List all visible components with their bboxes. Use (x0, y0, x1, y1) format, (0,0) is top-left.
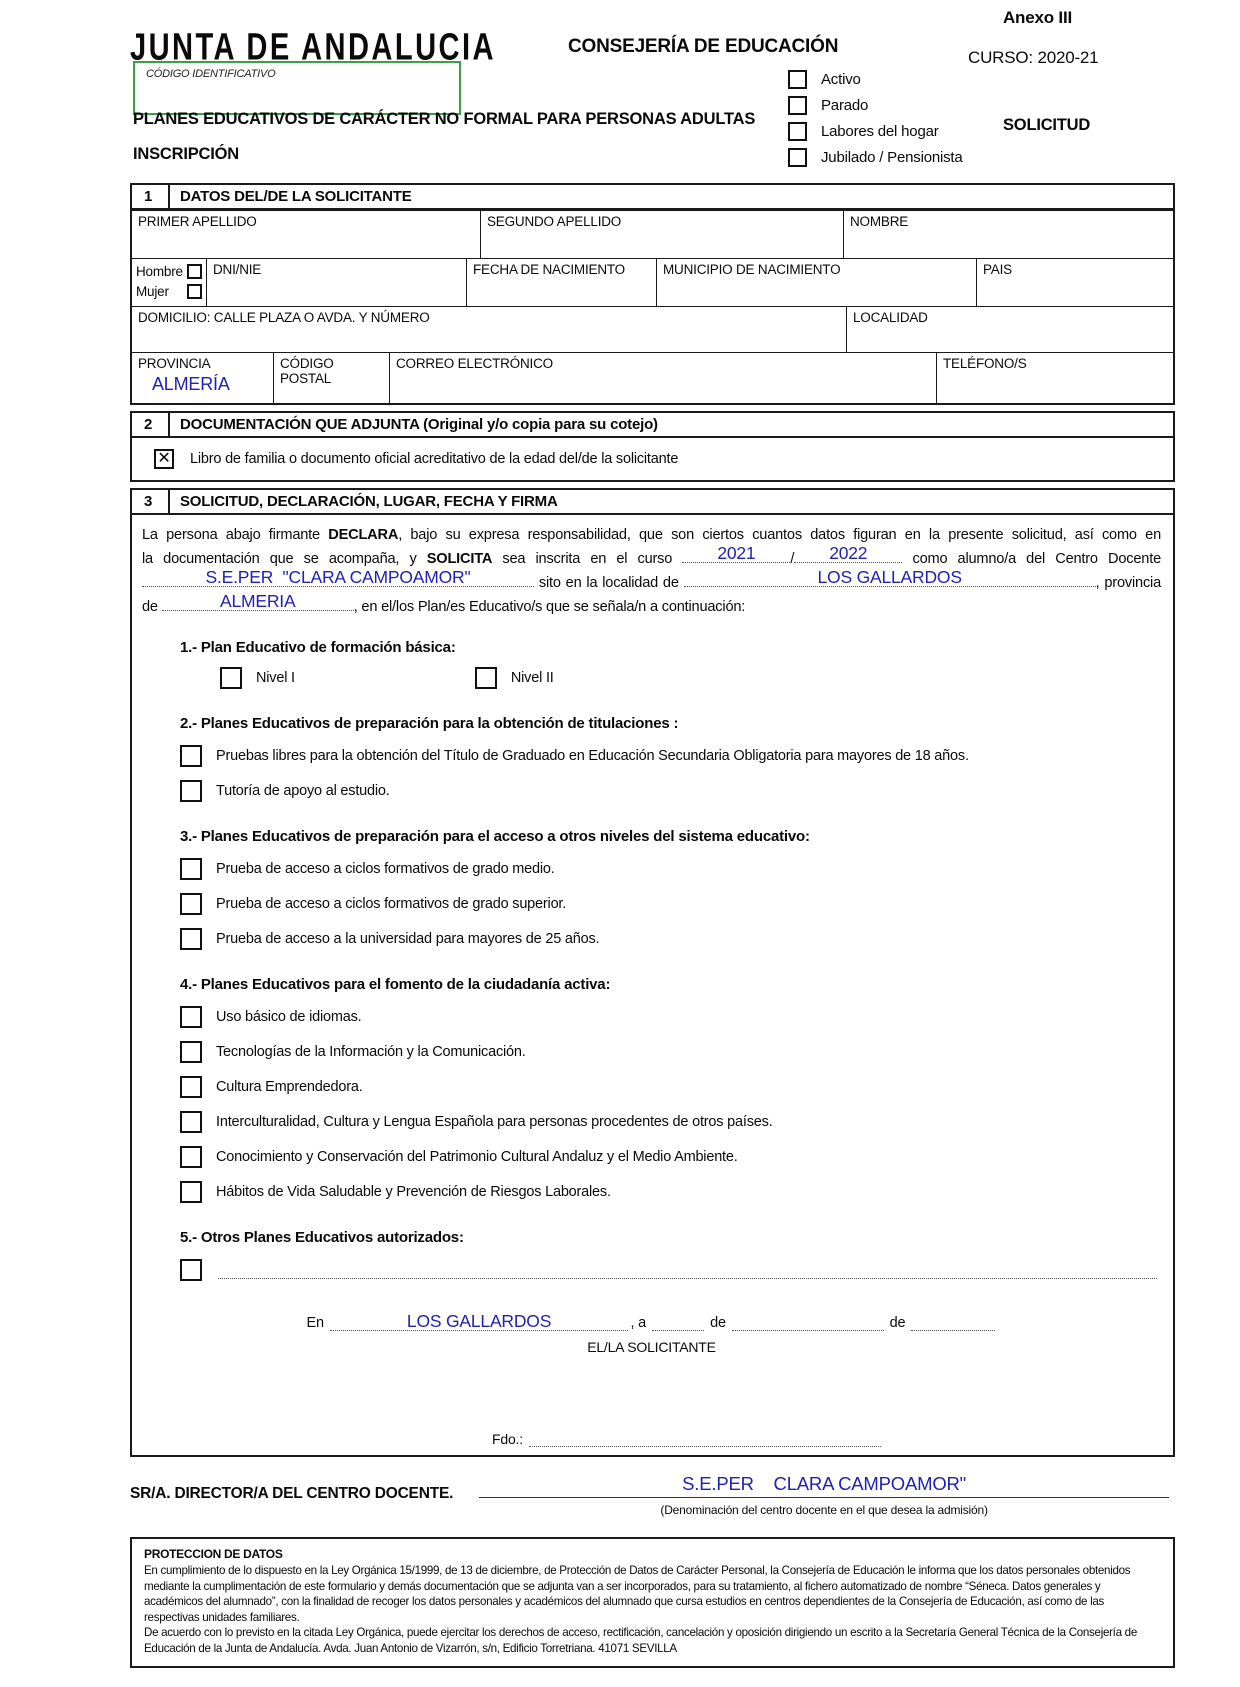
checkbox-labores-hogar[interactable] (788, 122, 807, 141)
fdo-label: Fdo.: (492, 1431, 523, 1447)
declaration-text: sea inscrita en el curso (492, 551, 673, 567)
option-otros-planes (180, 1259, 1161, 1281)
option-label: Hábitos de Vida Saludable y Prevención de Riesgos Laborales. (216, 1184, 611, 1200)
solicita-keyword: SOLICITA (426, 551, 493, 567)
consejeria-title: CONSEJERÍA DE EDUCACIÓN (568, 36, 839, 57)
sign-month-field[interactable] (732, 1315, 884, 1331)
junta-de-andalucia-logo: JUNTA DE ANDALUCIA (130, 26, 496, 69)
centro-docente-footer (473, 1473, 1175, 1517)
plan2-heading: 2.- Planes Educativos de preparación para la obtención de titulaciones : (180, 715, 679, 732)
checkbox-tic[interactable] (180, 1041, 202, 1063)
solicitud-label: SOLICITUD (1003, 116, 1091, 134)
sign-text: En (306, 1315, 328, 1331)
checkbox-nivel-1[interactable] (220, 667, 242, 689)
option-label: Tecnologías de la Información y la Comunicación. (216, 1044, 526, 1060)
status-label: Labores del hogar (821, 122, 939, 140)
plan4-heading: 4.- Planes Educativos para el fomento de la ciudadanía activa: (180, 976, 611, 993)
option-cultura-emprendedora (180, 1076, 1161, 1098)
checkbox-tutoria-apoyo[interactable] (180, 780, 202, 802)
status-label: Activo (821, 70, 861, 88)
centro-docente-footer-value: S.E.PER CLARA CAMPOAMOR" (682, 1473, 967, 1494)
section2-title: DOCUMENTACIÓN QUE ADJUNTA (Original y/o copia para su cotejo) (180, 416, 658, 433)
option-label: Nivel I (256, 670, 295, 686)
field-correo-electronico[interactable]: CORREO ELECTRÓNICO (390, 353, 937, 403)
field-pais[interactable]: PAIS (983, 262, 1012, 277)
option-acceso-universidad (180, 928, 1161, 950)
option-label: Prueba de acceso a la universidad para mayores de 25 años. (216, 931, 600, 947)
checkbox-nivel-2[interactable] (475, 667, 497, 689)
director-label: SR/A. DIRECTOR/A DEL CENTRO DOCENTE. (130, 1485, 454, 1502)
option-nivel-1 (220, 667, 295, 689)
section-documentacion (130, 411, 1175, 482)
checkbox-jubilado[interactable] (788, 148, 807, 167)
sign-day-field[interactable] (652, 1315, 705, 1331)
status-row-labores (788, 118, 963, 144)
status-row-parado (788, 92, 963, 118)
declaration-text: La persona abajo firmante (142, 527, 329, 543)
hombre-label: Hombre (136, 263, 183, 279)
documentacion-item-label: Libro de familia o documento oficial acreditativo de la edad del/de la solicitante (190, 451, 679, 467)
field-domicilio[interactable]: DOMICILIO: CALLE PLAZA O AVDA. Y NÚMERO (132, 307, 847, 352)
documentacion-item (132, 438, 1173, 480)
option-acceso-grado-medio (180, 858, 1161, 880)
declaration-text: , provincia (1095, 575, 1161, 591)
sign-year-field[interactable] (911, 1315, 994, 1331)
localidad-field[interactable] (684, 566, 1096, 587)
codigo-identificativo-label: CÓDIGO IDENTIFICATIVO (146, 68, 276, 80)
section3-number: 3 (132, 490, 170, 513)
option-label: Cultura Emprendedora. (216, 1079, 363, 1095)
curso-label: CURSO: 2020-21 (968, 48, 1099, 67)
option-label: Conocimiento y Conservación del Patrimonio Cultural Andaluz y el Medio Ambiente. (216, 1149, 738, 1165)
sign-text: de (885, 1315, 910, 1331)
centro-docente-field[interactable] (142, 566, 534, 587)
place-date-line (306, 1310, 997, 1331)
plan3-heading: 3.- Planes Educativos de preparación para el acceso a otros niveles del sistema educativo: (180, 828, 810, 845)
option-tic (180, 1041, 1161, 1063)
solicitante-role-label: EL/LA SOLICITANTE (587, 1339, 716, 1355)
section3-title: SOLICITUD, DECLARACIÓN, LUGAR, FECHA Y FIRMA (180, 493, 558, 510)
option-nivel-2 (475, 667, 554, 689)
checkbox-acceso-grado-medio[interactable] (180, 858, 202, 880)
checkbox-pruebas-libres[interactable] (180, 745, 202, 767)
declaration-text: como alumno/a del Centro Docente (912, 551, 1161, 567)
checkbox-acceso-grado-superior[interactable] (180, 893, 202, 915)
checkbox-patrimonio-cultural[interactable] (180, 1146, 202, 1168)
option-label: Nivel II (510, 670, 554, 686)
section-datos-solicitante (130, 183, 1175, 405)
privacy-box (130, 1537, 1175, 1668)
otros-planes-write-in-field[interactable] (218, 1262, 1157, 1279)
inscripcion-label: INSCRIPCIÓN (133, 145, 239, 163)
localidad-value: LOS GALLARDOS (817, 566, 962, 587)
form-title: PLANES EDUCATIVOS DE CARÁCTER NO FORMAL PARA PERSONAS ADULTAS (133, 110, 756, 128)
fdo-line (492, 1431, 881, 1447)
checkbox-otros-planes[interactable] (180, 1259, 202, 1281)
declaration-text: , bajo su expresa responsabilidad, que son ciertos cuantos datos figuran en la presente solicitud, así como en (398, 527, 1161, 543)
section-solicitud-declaracion (130, 488, 1175, 1457)
status-label: Parado (821, 96, 869, 114)
mujer-label: Mujer (136, 283, 169, 299)
declaration-text: de (142, 599, 158, 615)
field-nombre[interactable]: NOMBRE (850, 214, 909, 229)
field-provincia[interactable] (132, 353, 274, 403)
provincia-decl-value: ALMERIA (219, 590, 296, 611)
plan5-heading: 5.- Otros Planes Educativos autorizados: (180, 1229, 464, 1246)
option-label: Tutoría de apoyo al estudio. (216, 783, 390, 799)
centro-docente-underline[interactable] (479, 1495, 1169, 1498)
checkbox-habitos-vida-saludable[interactable] (180, 1181, 202, 1203)
footer-director-row (130, 1473, 1175, 1517)
centro-docente-caption: (Denominación del centro docente en el que desea la admisión) (660, 1503, 988, 1517)
checkbox-activo[interactable] (788, 70, 807, 89)
option-label: Prueba de acceso a ciclos formativos de grado superior. (216, 896, 567, 912)
provincia-value: ALMERÍA (152, 374, 230, 394)
codigo-identificativo-box[interactable] (133, 61, 461, 115)
plan1-options (220, 667, 1161, 689)
sign-text: de (706, 1315, 730, 1331)
option-label: Uso básico de idiomas. (216, 1009, 362, 1025)
checkbox-uso-idiomas[interactable] (180, 1006, 202, 1028)
curso-year1-field[interactable] (682, 542, 790, 563)
declara-keyword: DECLARA (328, 527, 399, 543)
option-label: Interculturalidad, Cultura y Lengua Española para personas procedentes de otros países. (216, 1114, 773, 1130)
sign-place-field[interactable] (330, 1310, 629, 1331)
curso-year2-field[interactable] (794, 542, 902, 563)
section1-title: DATOS DEL/DE LA SOLICITANTE (180, 188, 412, 205)
checkbox-hombre[interactable] (187, 264, 202, 279)
status-label: Jubilado / Pensionista (821, 148, 963, 166)
status-checkbox-group (788, 66, 963, 170)
field-fecha-nacimiento[interactable]: FECHA DE NACIMIENTO (467, 259, 657, 306)
status-row-jubilado (788, 144, 963, 170)
option-tutoria-apoyo (180, 780, 1161, 802)
annex-label: Anexo III (1002, 8, 1072, 27)
option-label: Pruebas libres para la obtención del Título de Graduado en Educación Secundaria Obligatoria para mayores de 18 años. (216, 748, 969, 764)
declaration-text: sito en la localidad de (538, 575, 679, 591)
privacy-paragraph-2: De acuerdo con lo previsto en la citada Ley Orgánica, puede ejercitar los derechos de acceso, rectificación, cancelación y oposición dirigiendo un escrito a la Secretaría General Técnica de la Consejería de Educación de la Junta de Andalucía. Avda. Juan Antonio de Vizarrón, s/n, Edificio Torretriana. 41071 SEVILLA (144, 1626, 1137, 1655)
gender-mujer-row (136, 281, 202, 301)
option-patrimonio-cultural (180, 1146, 1161, 1168)
field-localidad[interactable]: LOCALIDAD (853, 310, 928, 325)
checkbox-libro-familia[interactable] (154, 449, 174, 469)
centro-docente-value: S.E.PER "CLARA CAMPOAMOR" (205, 566, 471, 587)
declaration-paragraph (142, 523, 1161, 619)
checkbox-parado[interactable] (788, 96, 807, 115)
provincia-label: PROVINCIA (138, 356, 211, 371)
section1-number: 1 (132, 185, 170, 208)
checkbox-mujer[interactable] (187, 284, 202, 299)
field-codigo-postal[interactable]: CÓDIGO POSTAL (274, 353, 390, 403)
option-acceso-grado-superior (180, 893, 1161, 915)
option-label: Prueba de acceso a ciclos formativos de grado medio. (216, 861, 555, 877)
declaration-text: la documentación que se acompaña, y (142, 551, 427, 567)
field-primer-apellido[interactable]: PRIMER APELLIDO (132, 211, 481, 258)
checkbox-interculturalidad[interactable] (180, 1111, 202, 1133)
curso-year2-value: 2022 (829, 542, 868, 563)
declaration-text: , en el/los Plan/es Educativo/s que se señala/n a continuación: (353, 599, 746, 615)
year-separator: / (790, 551, 795, 567)
field-segundo-apellido[interactable]: SEGUNDO APELLIDO (481, 211, 844, 258)
provincia-decl-field[interactable] (162, 590, 354, 611)
curso-year1-value: 2021 (717, 542, 756, 563)
option-pruebas-libres (180, 745, 1161, 767)
field-municipio-nacimiento[interactable]: MUNICIPIO DE NACIMIENTO (657, 259, 977, 306)
sign-place-value: LOS GALLARDOS (406, 1310, 552, 1331)
sign-text: , a (630, 1315, 650, 1331)
privacy-title: PROTECCION DE DATOS (144, 1547, 283, 1561)
privacy-paragraph-1: En cumplimiento de lo dispuesto en la Ley Orgánica 15/1999, de 13 de diciembre, de Protección de Datos de Carácter Personal, la Consejería de Educación le informa que los datos personales obtenidos mediante la cumplimentación de este formulario y demás documentación que se adjunta van a ser incorporados, para su tratamiento, al fichero automatizado de nombre “Séneca. Datos generales y académicos del alumnado”, con la finalidad de recoger los datos personales y académicos del alumnado que cursa estudios en centros dependientes de la Consejería de Educación, así como de las respectivas unidades familiares. (144, 1564, 1131, 1624)
section2-number: 2 (132, 413, 170, 436)
field-telefono[interactable]: TELÉFONO/S (943, 356, 1027, 371)
option-interculturalidad (180, 1111, 1161, 1133)
gender-hombre-row (136, 261, 202, 281)
field-gender (132, 259, 207, 306)
checkbox-acceso-universidad[interactable] (180, 928, 202, 950)
field-dni-nie[interactable]: DNI/NIE (207, 259, 467, 306)
checkbox-cultura-emprendedora[interactable] (180, 1076, 202, 1098)
signature-block (306, 1310, 997, 1355)
status-row-activo (788, 66, 963, 92)
option-uso-idiomas (180, 1006, 1161, 1028)
plan1-heading: 1.- Plan Educativo de formación básica: (180, 639, 456, 656)
option-habitos-vida-saludable (180, 1181, 1161, 1203)
fdo-signature-field[interactable] (529, 1432, 881, 1447)
